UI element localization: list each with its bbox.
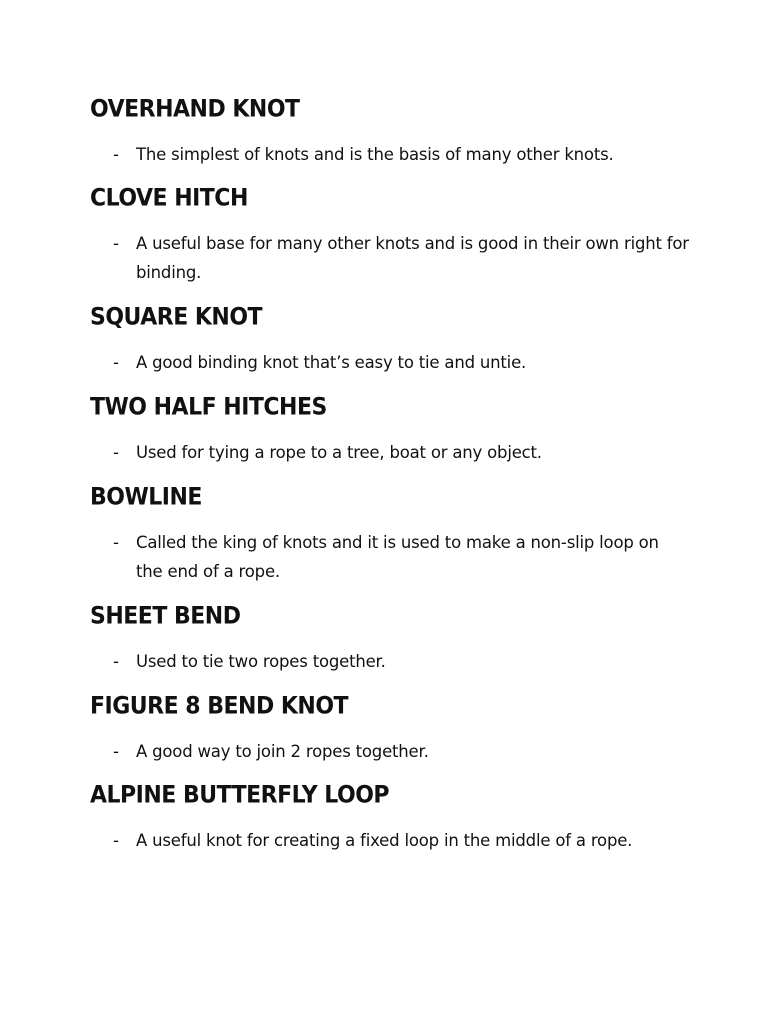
list-item <box>90 528 690 586</box>
bullet-dash: - <box>113 353 119 372</box>
section-heading: TWO HALF HITCHES <box>90 394 327 421</box>
item-text: Used for tying a rope to a tree, boat or any object. <box>136 443 542 462</box>
item-text: Called the king of knots and it is used to make a non-slip loop on the end of a rope. <box>136 533 659 581</box>
section-heading: CLOVE HITCH <box>90 185 248 212</box>
knot-section-square-knot <box>90 304 690 377</box>
section-heading: BOWLINE <box>90 484 202 511</box>
bullet-dash: - <box>113 443 119 462</box>
knot-section-alpine-butterfly <box>90 782 690 855</box>
bullet-dash: - <box>113 652 119 671</box>
item-text: The simplest of knots and is the basis of many other knots. <box>136 145 614 164</box>
section-heading: ALPINE BUTTERFLY LOOP <box>90 782 390 809</box>
section-heading: FIGURE 8 BEND KNOT <box>90 693 349 720</box>
section-heading: OVERHAND KNOT <box>90 96 300 123</box>
knot-section-bowline <box>90 484 690 586</box>
bullet-dash: - <box>113 533 119 552</box>
list-item <box>90 826 690 855</box>
knot-section-two-half-hitches <box>90 394 690 467</box>
knot-section-clove-hitch <box>90 185 690 287</box>
bullet-dash: - <box>113 234 119 253</box>
section-heading: SHEET BEND <box>90 603 241 630</box>
list-item <box>90 737 690 766</box>
bullet-dash: - <box>113 742 119 761</box>
knot-section-overhand <box>90 96 690 169</box>
section-heading: SQUARE KNOT <box>90 304 263 331</box>
item-text: Used to tie two ropes together. <box>136 652 386 671</box>
list-item <box>90 647 690 676</box>
bullet-dash: - <box>113 145 119 164</box>
item-text: A good way to join 2 ropes together. <box>136 742 429 761</box>
item-text: A good binding knot that’s easy to tie and untie. <box>136 353 527 372</box>
knot-section-sheet-bend <box>90 603 690 676</box>
list-item <box>90 438 690 467</box>
list-item <box>90 140 690 169</box>
list-item <box>90 229 690 287</box>
item-text: A useful base for many other knots and is good in their own right for binding. <box>136 234 689 282</box>
knot-section-figure-8-bend <box>90 693 690 766</box>
bullet-dash: - <box>113 831 119 850</box>
list-item <box>90 348 690 377</box>
item-text: A useful knot for creating a fixed loop in the middle of a rope. <box>136 831 633 850</box>
